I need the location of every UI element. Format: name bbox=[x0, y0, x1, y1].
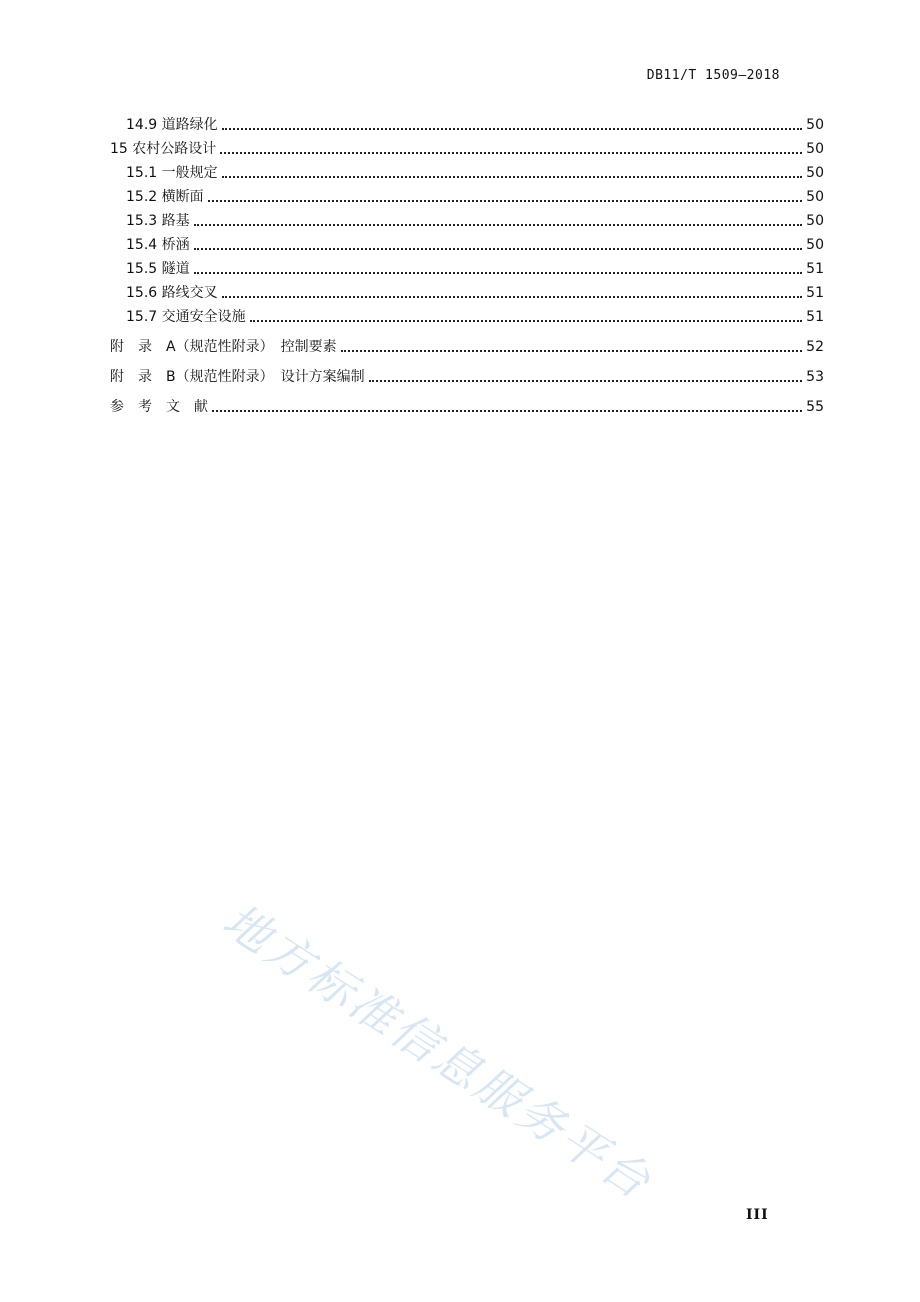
toc-number: 15.1 bbox=[126, 165, 158, 181]
toc-entry[interactable] bbox=[110, 137, 824, 161]
toc-entry-references[interactable] bbox=[110, 389, 824, 419]
toc-leader bbox=[194, 248, 802, 250]
toc-number: 15.4 bbox=[126, 237, 158, 253]
toc-leader bbox=[222, 176, 802, 178]
toc-leader bbox=[194, 224, 802, 226]
toc-page: 51 bbox=[806, 261, 824, 277]
toc-entry[interactable] bbox=[110, 257, 824, 281]
toc-number: 参 考 文 献 bbox=[110, 399, 208, 415]
toc-number: 15.3 bbox=[126, 213, 158, 229]
document-code: DB11/T 1509—2018 bbox=[646, 68, 780, 83]
toc-entry[interactable] bbox=[110, 113, 824, 137]
toc-title: 一般规定 bbox=[161, 165, 218, 181]
toc-title: 路线交叉 bbox=[161, 285, 218, 301]
toc-page: 50 bbox=[806, 165, 824, 181]
toc-title: 横断面 bbox=[161, 189, 204, 205]
toc-page: 50 bbox=[806, 189, 824, 205]
toc-title: （规范性附录） 控制要素 bbox=[175, 339, 337, 355]
toc-leader bbox=[194, 272, 802, 274]
toc-entry[interactable] bbox=[110, 209, 824, 233]
toc-page: 50 bbox=[806, 213, 824, 229]
toc-page: 55 bbox=[806, 399, 824, 415]
toc-title: 农村公路设计 bbox=[132, 141, 217, 157]
toc-leader bbox=[222, 128, 802, 130]
toc-leader bbox=[341, 350, 802, 352]
toc-title: （规范性附录） 设计方案编制 bbox=[175, 369, 365, 385]
toc-title: 路基 bbox=[161, 213, 190, 229]
toc-title: 道路绿化 bbox=[161, 117, 218, 133]
watermark-text: 地方标准信息服务平台 bbox=[213, 892, 663, 1211]
toc-page: 51 bbox=[806, 285, 824, 301]
toc-entry[interactable] bbox=[110, 305, 824, 329]
toc-leader bbox=[369, 380, 802, 382]
toc-number: 15 bbox=[110, 141, 128, 157]
toc-title: 隧道 bbox=[161, 261, 190, 277]
page-number: III bbox=[746, 1207, 769, 1223]
toc-leader bbox=[212, 410, 802, 412]
toc-number: 15.6 bbox=[126, 285, 158, 301]
toc-entry[interactable] bbox=[110, 233, 824, 257]
toc-number: 15.7 bbox=[126, 309, 158, 325]
toc-title: 交通安全设施 bbox=[161, 309, 246, 325]
toc-leader bbox=[250, 320, 802, 322]
toc-page: 53 bbox=[806, 369, 824, 385]
toc-page: 50 bbox=[806, 237, 824, 253]
table-of-contents bbox=[110, 113, 824, 419]
toc-entry-appendix-b[interactable] bbox=[110, 359, 824, 389]
toc-leader bbox=[222, 296, 802, 298]
toc-number: 附 录 A bbox=[110, 339, 176, 355]
toc-title: 桥涵 bbox=[161, 237, 190, 253]
toc-number: 14.9 bbox=[126, 117, 158, 133]
toc-number: 15.2 bbox=[126, 189, 158, 205]
toc-page: 50 bbox=[806, 141, 824, 157]
toc-page: 52 bbox=[806, 339, 824, 355]
toc-leader bbox=[208, 200, 802, 202]
toc-page: 50 bbox=[806, 117, 824, 133]
toc-leader bbox=[220, 152, 802, 154]
toc-entry[interactable] bbox=[110, 161, 824, 185]
toc-entry[interactable] bbox=[110, 185, 824, 209]
toc-page: 51 bbox=[806, 309, 824, 325]
toc-entry-appendix-a[interactable] bbox=[110, 329, 824, 359]
toc-number: 附 录 B bbox=[110, 369, 176, 385]
toc-number: 15.5 bbox=[126, 261, 158, 277]
toc-entry[interactable] bbox=[110, 281, 824, 305]
